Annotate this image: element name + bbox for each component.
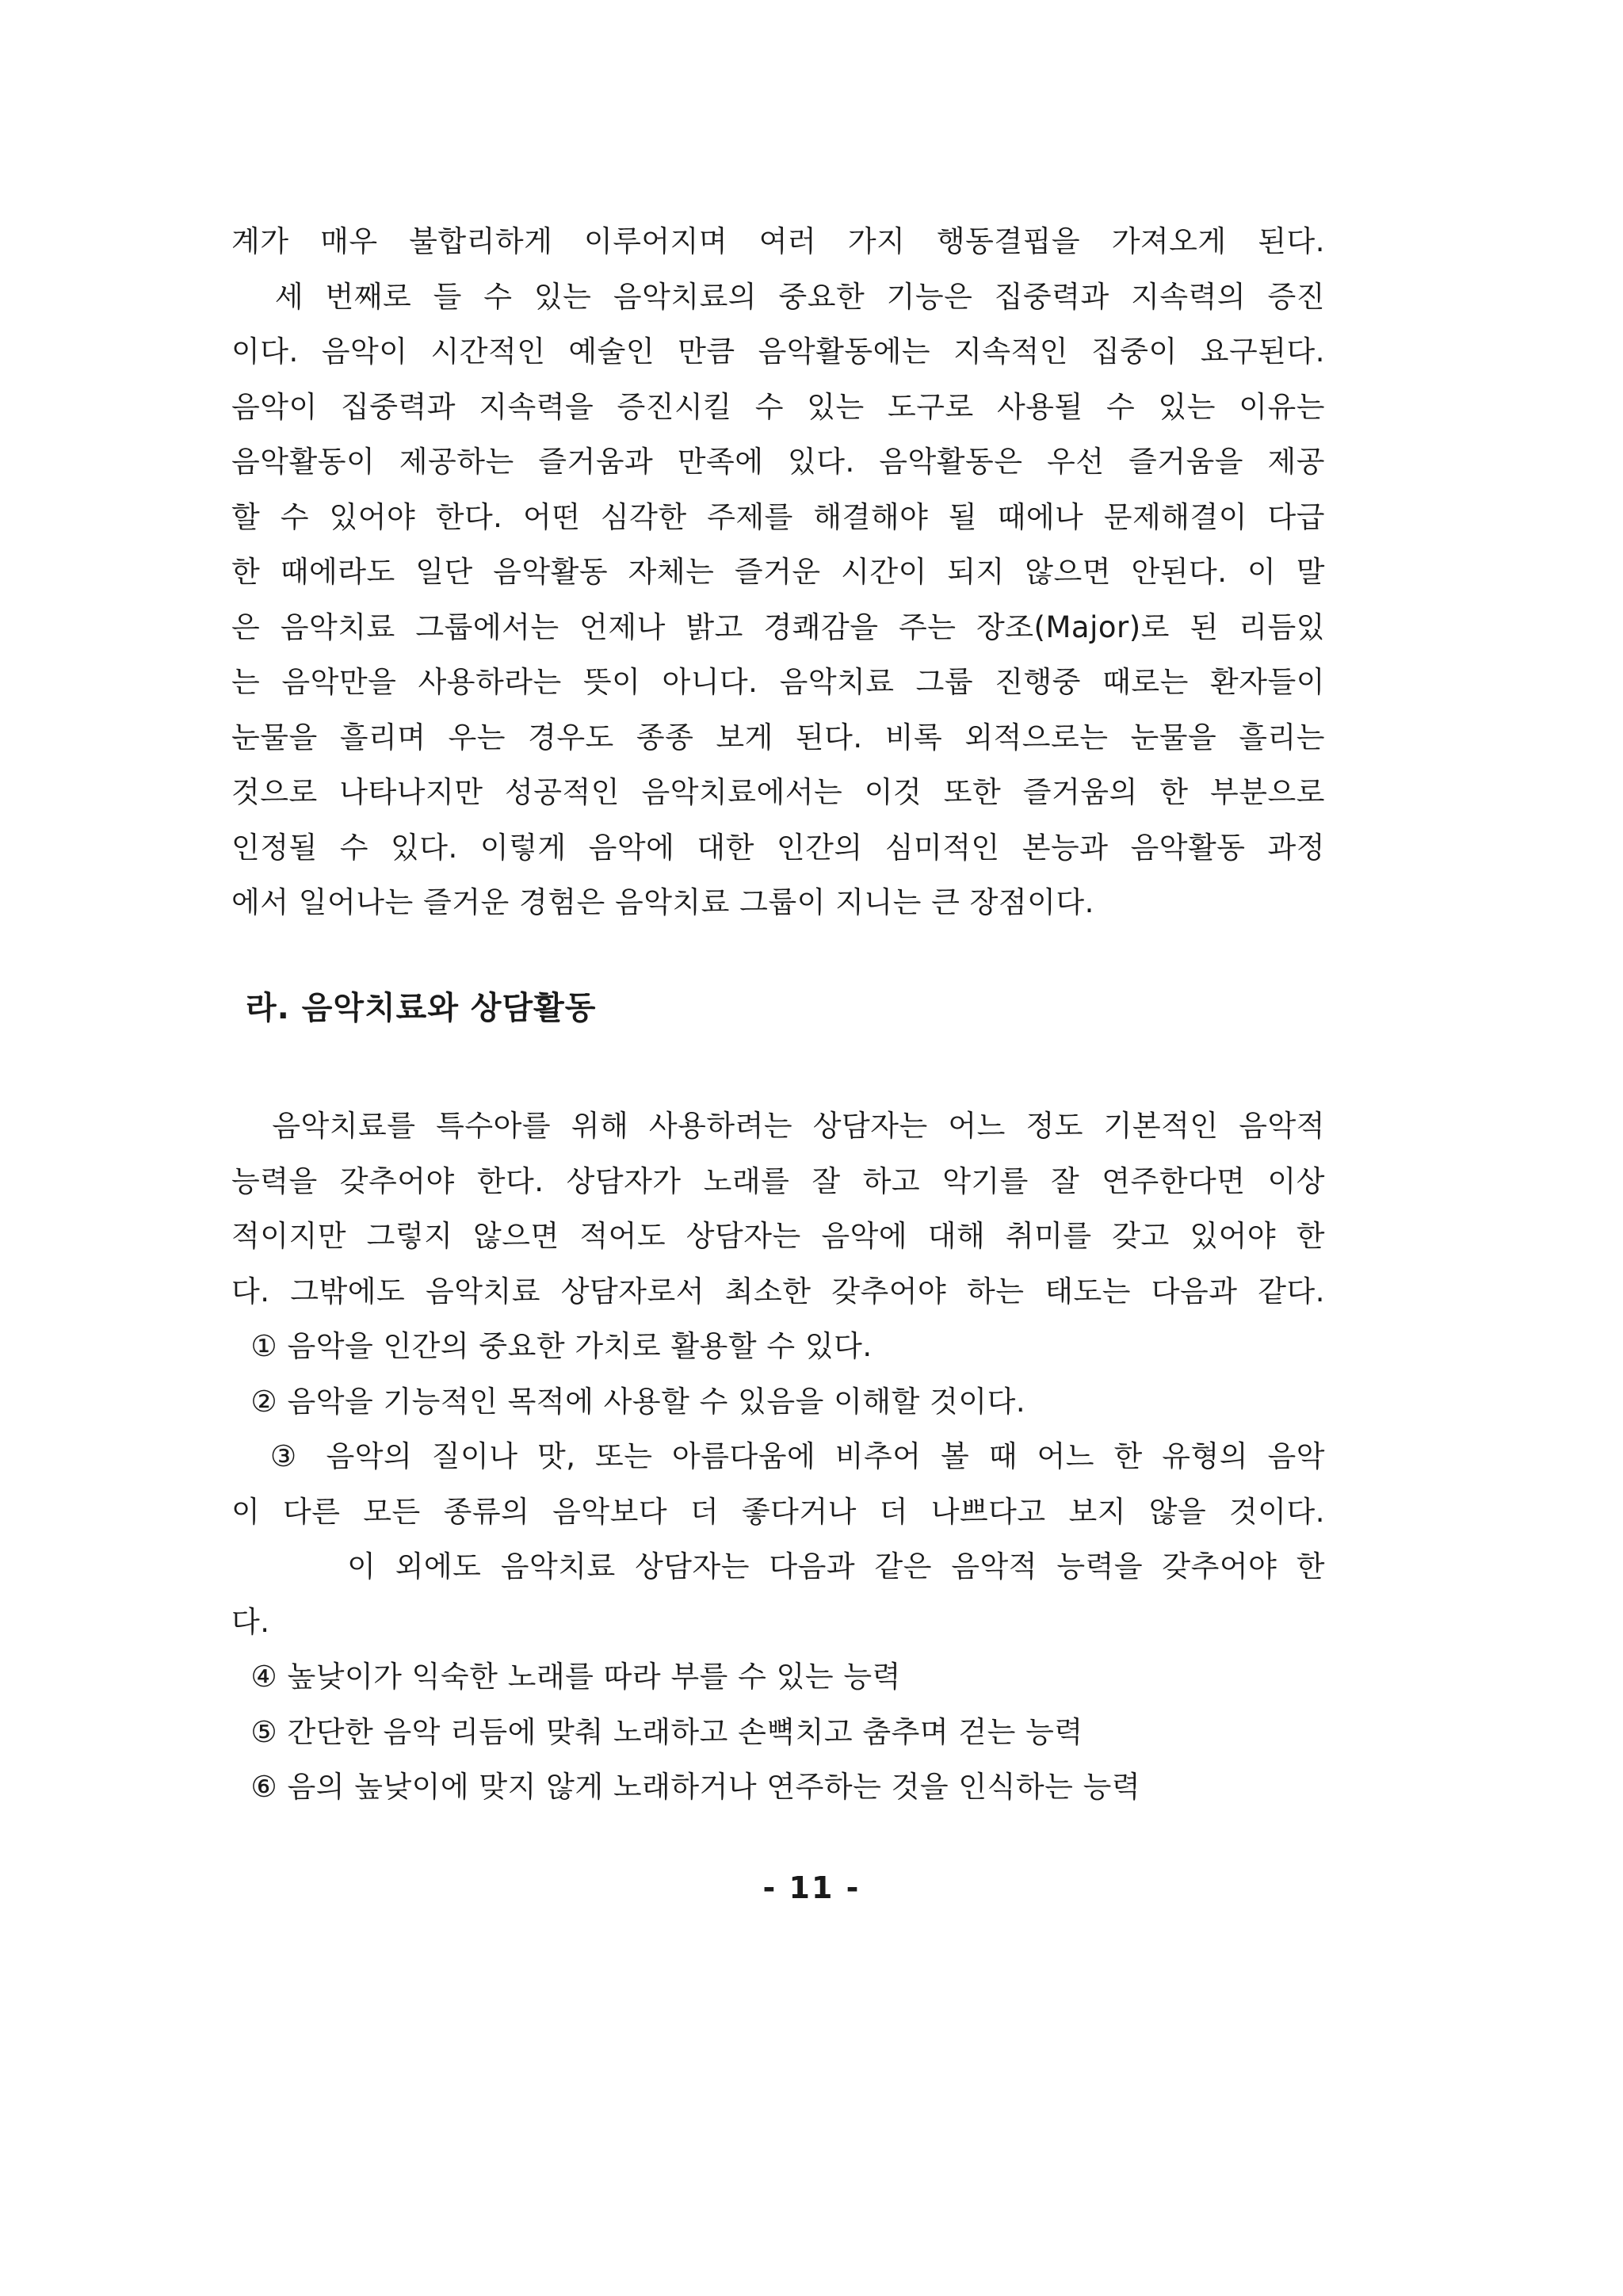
text-line: 다. xyxy=(231,1604,270,1639)
text-line: 다. 그밖에도 음악치료 상담자로서 최소한 갖추어야 하는 태도는 다음과 같다. xyxy=(231,1274,1325,1308)
list-item: ① 음악을 인간의 중요한 가치로 활용할 수 있다. xyxy=(231,1329,873,1363)
text-line: 은 음악치료 그룹에서는 언제나 밝고 경쾌감을 주는 장조(Major)로 된 리듬있 xyxy=(231,609,1325,644)
text-line: 세 번째로 들 수 있는 음악치료의 중요한 기능은 집중력과 지속력의 증진 xyxy=(231,279,1325,314)
text-line: 한 때에라도 일단 음악활동 자체는 즐거운 시간이 되지 않으면 안된다. 이 말 xyxy=(231,555,1325,589)
section-heading: 라. 음악치료와 상담활동 xyxy=(246,990,597,1026)
text-line: 것으로 나타나지만 성공적인 음악치료에서는 이것 또한 즐거움의 한 부분으로 xyxy=(231,775,1325,809)
text-line: 음악활동이 제공하는 즐거움과 만족에 있다. 음악활동은 우선 즐거움을 제공 xyxy=(231,445,1325,479)
text-line: 계가 매우 불합리하게 이루어지며 여러 가지 행동결핍을 가져오게 된다. xyxy=(231,224,1325,258)
text-line: 할 수 있어야 한다. 어떤 심각한 주제를 해결해야 될 때에나 문제해결이 다급 xyxy=(231,499,1325,534)
body-text-section-2 xyxy=(231,1098,1325,1815)
text-line: 이 다른 모든 종류의 음악보다 더 좋다거나 더 나쁘다고 보지 않을 것이다. xyxy=(231,1494,1325,1529)
list-item: ⑥ 음의 높낮이에 맞지 않게 노래하거나 연주하는 것을 인식하는 능력 xyxy=(231,1770,1141,1804)
text-line: 인정될 수 있다. 이렇게 음악에 대한 인간의 심미적인 본능과 음악활동 과정 xyxy=(231,830,1325,865)
page-number: - 11 - xyxy=(762,1870,861,1905)
list-item: ② 음악을 기능적인 목적에 사용할 수 있음을 이해할 것이다. xyxy=(231,1384,1026,1419)
text-line: 에서 일어나는 즐거운 경험은 음악치료 그룹이 지니는 큰 장점이다. xyxy=(231,885,1094,919)
text-line: 는 음악만을 사용하라는 뜻이 아니다. 음악치료 그룹 진행중 때로는 환자들이 xyxy=(231,665,1325,699)
text-line: 음악치료를 특수아를 위해 사용하려는 상담자는 어느 정도 기본적인 음악적 xyxy=(231,1109,1325,1143)
text-line: 적이지만 그렇지 않으면 적어도 상담자는 음악에 대해 취미를 갖고 있어야 한 xyxy=(231,1219,1325,1253)
text-line: 눈물을 흘리며 우는 경우도 종종 보게 된다. 비록 외적으로는 눈물을 흘리는 xyxy=(231,720,1325,755)
text-line: 능력을 갖추어야 한다. 상담자가 노래를 잘 하고 악기를 잘 연주한다면 이상 xyxy=(231,1163,1325,1198)
list-item: ③ 음악의 질이나 맛, 또는 아름다움에 비추어 볼 때 어느 한 유형의 음악 xyxy=(231,1439,1325,1473)
body-text-section-1 xyxy=(231,214,1325,930)
text-line: 이다. 음악이 시간적인 예술인 만큼 음악활동에는 지속적인 집중이 요구된다. xyxy=(231,334,1325,369)
list-item: ④ 높낮이가 익숙한 노래를 따라 부를 수 있는 능력 xyxy=(231,1660,901,1694)
list-item: ⑤ 간단한 음악 리듬에 맞춰 노래하고 손뼉치고 춤추며 걷는 능력 xyxy=(231,1714,1083,1749)
text-line: 이 외에도 음악치료 상담자는 다음과 같은 음악적 능력을 갖추어야 한 xyxy=(231,1549,1325,1584)
text-line: 음악이 집중력과 지속력을 증진시킬 수 있는 도구로 사용될 수 있는 이유는 xyxy=(231,389,1325,424)
